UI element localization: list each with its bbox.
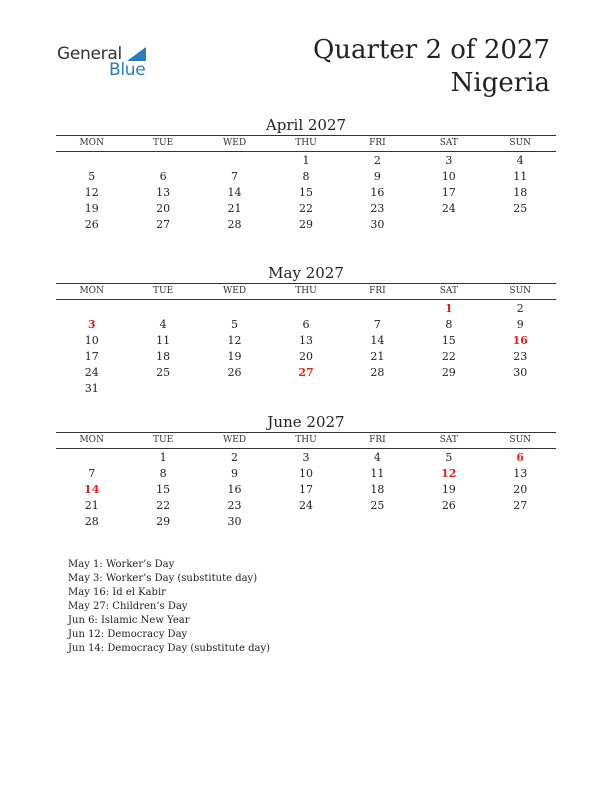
day-cell: 2 [231, 451, 239, 464]
day-cell: 19 [84, 202, 99, 215]
day-cell: 9 [516, 318, 524, 331]
day-cell: 5 [445, 451, 453, 464]
weekday-label: MON [79, 138, 104, 148]
day-cell: 5 [231, 318, 239, 331]
day-cell: 25 [156, 366, 171, 379]
day-cell: 1 [159, 451, 167, 464]
month-name: May 2027 [268, 264, 344, 282]
day-cell: 19 [227, 350, 242, 363]
day-cell: 21 [227, 202, 242, 215]
weekday-header [56, 135, 556, 152]
day-cell: 14 [227, 186, 242, 199]
calendar-month-may [56, 263, 556, 397]
day-cell: 27 [513, 499, 528, 512]
day-cell: 22 [298, 202, 313, 215]
day-cell: 8 [445, 318, 453, 331]
calendar-month-june [56, 412, 556, 530]
weekday-label: THU [295, 286, 317, 296]
day-cell: 1 [444, 302, 453, 315]
calendar-month-april [56, 115, 556, 233]
day-cell: 11 [370, 467, 385, 480]
page-title [313, 34, 550, 100]
week-row [56, 217, 556, 233]
day-cell: 13 [156, 186, 171, 199]
weekday-label: FRI [369, 138, 386, 148]
week-row [56, 498, 556, 514]
empty-day-cell [485, 217, 556, 233]
empty-day-cell [199, 153, 270, 169]
day-cell: 9 [373, 170, 381, 183]
weekday-label: TUE [153, 138, 174, 148]
day-cell: 28 [370, 366, 385, 379]
week-row [56, 450, 556, 466]
day-cell: 22 [156, 499, 171, 512]
empty-day-cell [199, 301, 270, 317]
day-cell: 20 [156, 202, 171, 215]
weekday-label: SUN [509, 286, 532, 296]
day-cell: 17 [84, 350, 99, 363]
day-cell: 14 [370, 334, 385, 347]
day-cell: 16 [370, 186, 385, 199]
day-cell: 12 [227, 334, 242, 347]
holiday-list [68, 558, 270, 656]
day-cell: 12 [441, 467, 457, 480]
day-cell: 14 [84, 483, 100, 496]
day-cell: 29 [441, 366, 456, 379]
day-cell: 15 [156, 483, 171, 496]
day-cell: 21 [370, 350, 385, 363]
empty-day-cell [56, 450, 127, 466]
weekday-label: SUN [509, 435, 532, 445]
brand-logo [57, 44, 167, 84]
day-cell: 30 [370, 218, 385, 231]
day-cell: 20 [298, 350, 313, 363]
week-row [56, 514, 556, 530]
day-cell: 21 [84, 499, 99, 512]
day-cell: 4 [159, 318, 167, 331]
week-row [56, 201, 556, 217]
day-cell: 10 [84, 334, 99, 347]
empty-day-cell [127, 381, 198, 397]
empty-day-cell [413, 217, 484, 233]
weekday-label: MON [79, 435, 104, 445]
day-cell: 30 [513, 366, 528, 379]
day-cell: 26 [84, 218, 99, 231]
day-cell: 12 [84, 186, 99, 199]
logo-text-blue: Blue [109, 60, 146, 80]
holiday-entry: Jun 14: Democracy Day (substitute day) [68, 643, 271, 654]
empty-day-cell [270, 381, 341, 397]
day-cell: 7 [88, 467, 96, 480]
holiday-entry: May 27: Children’s Day [68, 601, 188, 612]
day-cell: 18 [370, 483, 385, 496]
weekday-label: SAT [439, 435, 458, 445]
week-row [56, 169, 556, 185]
weekday-label: FRI [369, 286, 386, 296]
week-row [56, 301, 556, 317]
day-cell: 19 [441, 483, 456, 496]
holiday-entry: May 3: Worker’s Day (substitute day) [68, 573, 258, 584]
title-country: Nigeria [450, 68, 550, 98]
week-row [56, 185, 556, 201]
day-cell: 17 [298, 483, 313, 496]
day-cell: 26 [441, 499, 456, 512]
day-cell: 7 [373, 318, 381, 331]
title-quarter: Quarter 2 of 2027 [312, 35, 550, 65]
day-cell: 4 [373, 451, 381, 464]
empty-day-cell [342, 514, 413, 530]
day-cell: 3 [445, 154, 453, 167]
day-cell: 30 [227, 515, 242, 528]
holiday-entry: Jun 6: Islamic New Year [68, 615, 190, 626]
weekday-label: SAT [439, 286, 458, 296]
empty-day-cell [127, 301, 198, 317]
day-cell: 27 [298, 366, 314, 379]
day-cell: 5 [88, 170, 96, 183]
day-cell: 6 [516, 451, 525, 464]
week-row [56, 482, 556, 498]
day-cell: 10 [298, 467, 313, 480]
day-cell: 31 [84, 382, 99, 395]
empty-day-cell [270, 301, 341, 317]
month-name: June 2027 [267, 413, 345, 431]
day-cell: 11 [156, 334, 171, 347]
day-cell: 13 [298, 334, 313, 347]
week-row [56, 466, 556, 482]
holiday-entry: May 16: Id el Kabir [68, 587, 166, 598]
weekday-label: MON [79, 286, 104, 296]
week-row [56, 381, 556, 397]
day-cell: 15 [298, 186, 313, 199]
day-cell: 23 [227, 499, 242, 512]
weekday-label: TUE [153, 286, 174, 296]
day-cell: 18 [156, 350, 171, 363]
weekday-label: TUE [153, 435, 174, 445]
weekday-label: WED [223, 138, 247, 148]
weekday-label: WED [223, 435, 247, 445]
day-cell: 18 [513, 186, 528, 199]
day-cell: 3 [302, 451, 310, 464]
day-cell: 8 [159, 467, 167, 480]
day-cell: 26 [227, 366, 242, 379]
weekday-label: THU [295, 138, 317, 148]
month-name: April 2027 [265, 116, 347, 134]
day-cell: 25 [370, 499, 385, 512]
day-cell: 6 [302, 318, 310, 331]
day-cell: 1 [302, 154, 310, 167]
day-cell: 3 [87, 318, 96, 331]
holiday-entry: Jun 12: Democracy Day [68, 629, 188, 640]
week-row [56, 349, 556, 365]
empty-day-cell [413, 381, 484, 397]
day-cell: 13 [513, 467, 528, 480]
weekday-header [56, 283, 556, 300]
logo-triangle-icon [127, 47, 146, 61]
empty-day-cell [485, 381, 556, 397]
day-cell: 9 [231, 467, 239, 480]
empty-day-cell [342, 381, 413, 397]
week-row [56, 333, 556, 349]
day-cell: 28 [227, 218, 242, 231]
day-cell: 28 [84, 515, 99, 528]
day-cell: 7 [231, 170, 239, 183]
day-cell: 6 [159, 170, 167, 183]
day-cell: 25 [513, 202, 528, 215]
day-cell: 16 [227, 483, 242, 496]
day-cell: 2 [516, 302, 524, 315]
empty-day-cell [485, 514, 556, 530]
day-cell: 2 [373, 154, 381, 167]
empty-day-cell [127, 153, 198, 169]
day-cell: 24 [84, 366, 99, 379]
week-row [56, 317, 556, 333]
weekday-label: WED [223, 286, 247, 296]
day-cell: 11 [513, 170, 528, 183]
holiday-entry: May 1: Worker’s Day [68, 559, 175, 570]
empty-day-cell [199, 381, 270, 397]
empty-day-cell [56, 301, 127, 317]
day-cell: 16 [512, 334, 528, 347]
weekday-label: FRI [369, 435, 386, 445]
week-row [56, 365, 556, 381]
day-cell: 4 [516, 154, 524, 167]
day-cell: 24 [441, 202, 456, 215]
weekday-label: THU [295, 435, 317, 445]
day-cell: 24 [298, 499, 313, 512]
day-cell: 20 [513, 483, 528, 496]
day-cell: 29 [156, 515, 171, 528]
week-row [56, 153, 556, 169]
weekday-header [56, 432, 556, 449]
weekday-label: SAT [439, 138, 458, 148]
empty-day-cell [342, 301, 413, 317]
logo-text-general: General [57, 44, 122, 64]
day-cell: 23 [513, 350, 528, 363]
day-cell: 8 [302, 170, 310, 183]
weekday-label: SUN [509, 138, 532, 148]
empty-day-cell [413, 514, 484, 530]
day-cell: 29 [298, 218, 313, 231]
day-cell: 10 [441, 170, 456, 183]
day-cell: 23 [370, 202, 385, 215]
day-cell: 17 [441, 186, 456, 199]
empty-day-cell [270, 514, 341, 530]
day-cell: 15 [441, 334, 456, 347]
empty-day-cell [56, 153, 127, 169]
day-cell: 22 [441, 350, 456, 363]
day-cell: 27 [156, 218, 171, 231]
